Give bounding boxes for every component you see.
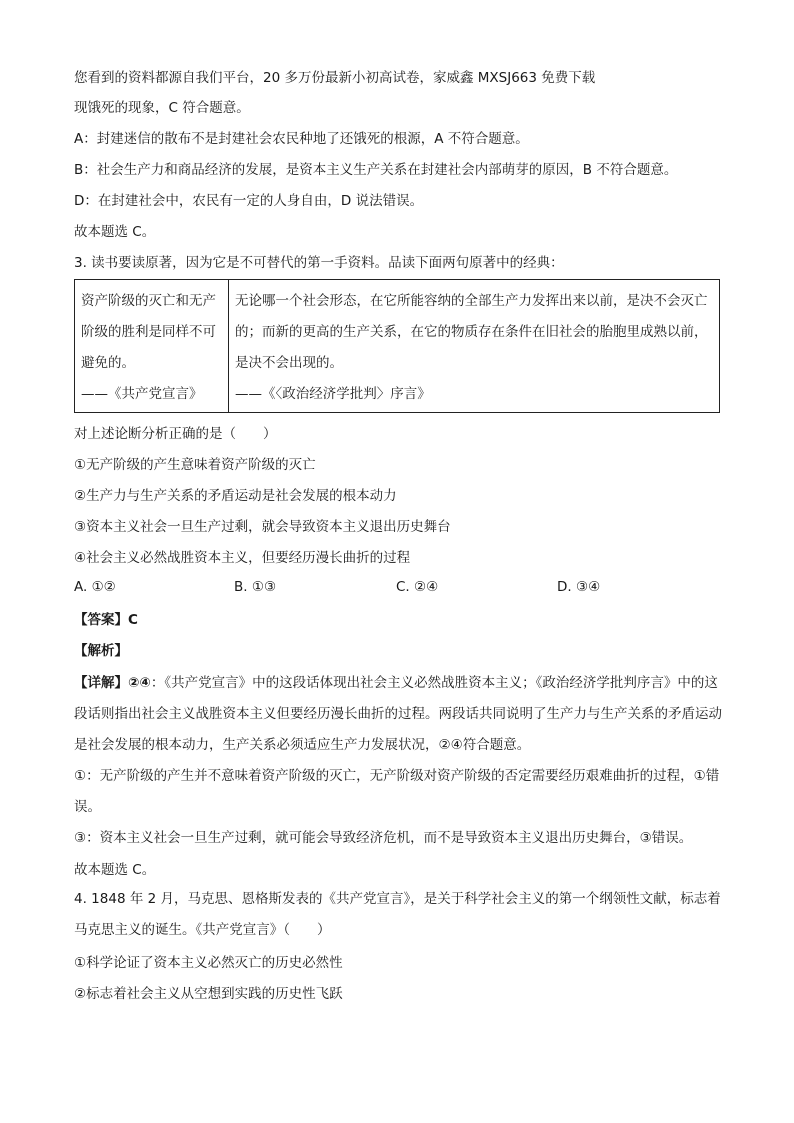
quote-right-cell bbox=[229, 280, 719, 412]
q4-stem: 4. 1848 年 2 月，马克思、恩格斯发表的《共产党宣言》，是关于科学社会主义的第一个纲领性文献，标志着马克思主义的诞生。《共产党宣言》（ ） bbox=[74, 891, 721, 938]
prev-option-a: A：封建迷信的散布不是封建社会农民种地了还饿死的根源，A 不符合题意。 bbox=[74, 131, 529, 147]
explanation-3: ③：资本主义社会一旦生产过剩，就可能会导致经济危机，而不是导致资本主义退出历史舞台，③错误。 bbox=[74, 830, 693, 846]
q4-statement-2: ②标志着社会主义从空想到实践的历史性飞跃 bbox=[74, 986, 343, 1002]
explanation-1: ①：无产阶级的产生并不意味着资产阶级的灭亡，无产阶级对资产阶级的否定需要经历艰难曲折的过程，①错误。 bbox=[74, 768, 720, 815]
quote-table bbox=[74, 279, 720, 413]
option-a: A. ①② bbox=[74, 579, 116, 595]
quote-right-text: 无论哪一个社会形态，在它所能容纳的全部生产力发挥出来以前，是决不会灭亡的；而新的更高的生产关系，在它的物质存在条件在旧社会的胎胞里成熟以前，是决不会出现的。 bbox=[235, 293, 708, 371]
prev-option-b: B：社会生产力和商品经济的发展，是资本主义生产关系在封建社会内部萌芽的原因，B 不符合题意。 bbox=[74, 162, 678, 178]
option-d: D. ③④ bbox=[557, 579, 601, 595]
q3-conclusion: 故本题选 C。 bbox=[74, 862, 156, 878]
option-b: B. ①③ bbox=[234, 579, 277, 595]
q3-statement-4: ④社会主义必然战胜资本主义，但要经历漫长曲折的过程 bbox=[74, 550, 411, 566]
prev-text-line: 现饿死的现象，C 符合题意。 bbox=[74, 100, 250, 116]
detail-text: ：《共产党宣言》中的这段话体现出社会主义必然战胜资本主义；《政治经济学批判序言》中的这段话则指出社会主义战胜资本主义但要经历漫长曲折的过程。两段话共同说明了生产力与生产关系的矛盾运动是社会发展的根本动力，生产关系必须适应生产力发展状况，②④符合题意。 bbox=[74, 675, 722, 753]
quote-left-text: 资产阶级的灭亡和无产阶级的胜利是同样不可避免的。 bbox=[81, 293, 216, 371]
q3-statement-2: ②生产力与生产关系的矛盾运动是社会发展的根本动力 bbox=[74, 488, 397, 504]
quote-left-cell bbox=[75, 280, 229, 412]
q3-ask: 对上述论断分析正确的是（ ） bbox=[74, 426, 277, 442]
q3-statement-3: ③资本主义社会一旦生产过剩，就会导致资本主义退出历史舞台 bbox=[74, 519, 451, 535]
prev-option-d: D：在封建社会中，农民有一定的人身自由，D 说法错误。 bbox=[74, 193, 424, 209]
q3-statement-1: ①无产阶级的产生意味着资产阶级的灭亡 bbox=[74, 457, 316, 473]
answer-label: 【答案】C bbox=[74, 612, 138, 628]
q3-stem: 3. 读书要读原著，因为它是不可替代的第一手资料。品读下面两句原著中的经典： bbox=[74, 255, 564, 271]
quote-left-source: ——《共产党宣言》 bbox=[81, 386, 203, 402]
detail-paragraph bbox=[74, 668, 724, 761]
q4-statement-1: ①科学论证了资本主义必然灭亡的历史必然性 bbox=[74, 955, 343, 971]
detail-tag: 【详解】②④ bbox=[74, 675, 151, 691]
option-c: C. ②④ bbox=[396, 579, 439, 595]
quote-right-source: ——《〈政治经济学批判〉序言》 bbox=[235, 386, 431, 402]
analysis-label: 【解析】 bbox=[74, 643, 128, 659]
header-notice: 您看到的资料都源自我们平台，20 多万份最新小初高试卷，家威鑫 MXSJ663 免费下载 bbox=[74, 70, 596, 86]
prev-answer: 故本题选 C。 bbox=[74, 224, 156, 240]
